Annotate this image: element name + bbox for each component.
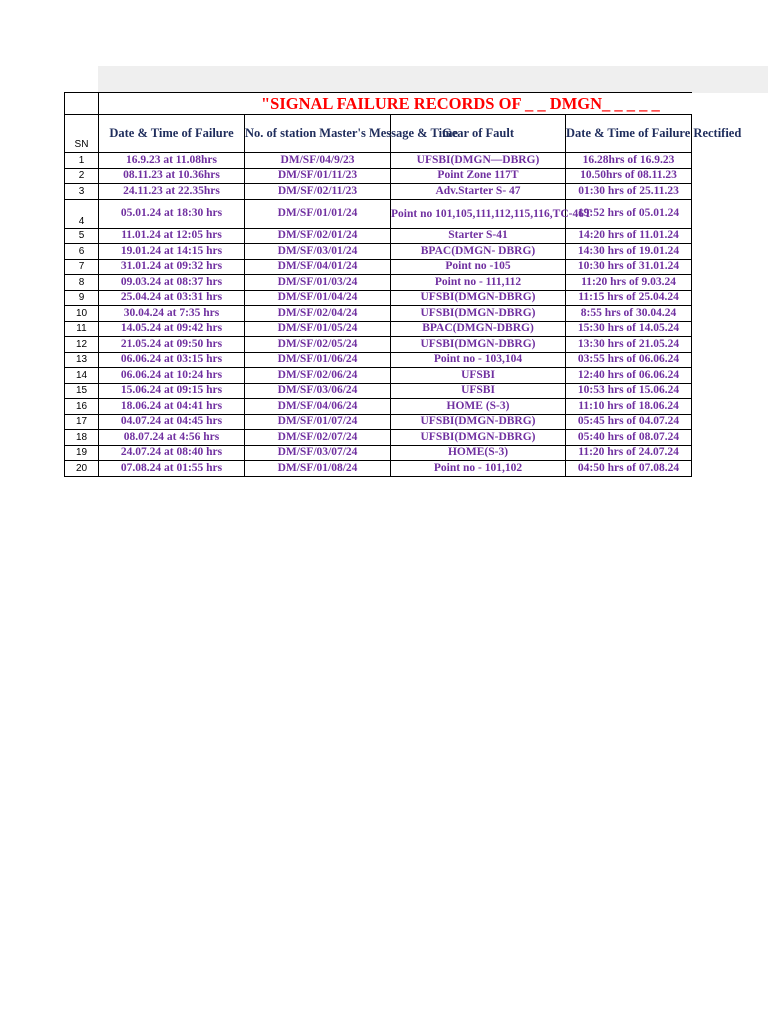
cell-gear: Point no - 103,104 [391,352,566,368]
header-message: No. of station Master's Message & Time [245,115,391,153]
cell-gear: UFSBI [391,368,566,384]
cell-message: DM/SF/02/06/24 [245,368,391,384]
cell-message: DM/SF/04/01/24 [245,259,391,275]
cell-failure-time: 08.07.24 at 4:56 hrs [99,430,245,446]
table-row [65,337,692,353]
cell-message: DM/SF/04/9/23 [245,153,391,169]
cell-failure-time: 06.06.24 at 10:24 hrs [99,368,245,384]
cell-message: DM/SF/02/11/23 [245,184,391,200]
cell-message: DM/SF/01/05/24 [245,321,391,337]
cell-message: DM/SF/01/11/23 [245,168,391,184]
header-band [98,66,768,93]
title-sn-cell [65,93,99,115]
cell-sn: 2 [65,168,99,184]
cell-sn: 17 [65,414,99,430]
cell-gear: Adv.Starter S- 47 [391,184,566,200]
signal-failure-table [64,92,742,477]
cell-sn: 18 [65,430,99,446]
cell-gear: HOME (S-3) [391,399,566,415]
cell-gear: UFSBI(DMGN-DBRG) [391,306,566,322]
cell-message: DM/SF/03/01/24 [245,244,391,260]
cell-failure-time: 31.01.24 at 09:32 hrs [99,259,245,275]
cell-gear: BPAC(DMGN-DBRG) [391,321,566,337]
cell-sn: 13 [65,352,99,368]
cell-gear: Starter S-41 [391,228,566,244]
table-row [65,244,692,260]
cell-rectified: 05:45 hrs of 04.07.24 [566,414,692,430]
cell-sn: 1 [65,153,99,169]
cell-rectified: 10:53 hrs of 15.06.24 [566,383,692,399]
cell-gear: Point no -105 [391,259,566,275]
cell-message: DM/SF/01/06/24 [245,352,391,368]
cell-gear: Point Zone 117T [391,168,566,184]
cell-rectified: 19:52 hrs of 05.01.24 [566,199,692,228]
cell-failure-time: 04.07.24 at 04:45 hrs [99,414,245,430]
table-row [65,430,692,446]
cell-sn: 14 [65,368,99,384]
table-row [65,199,692,228]
cell-rectified: 15:30 hrs of 14.05.24 [566,321,692,337]
cell-rectified: 11:20 hrs of 9.03.24 [566,275,692,291]
cell-sn: 8 [65,275,99,291]
cell-sn: 4 [65,199,99,228]
cell-sn: 3 [65,184,99,200]
header-row [65,115,692,153]
table-row [65,414,692,430]
cell-failure-time: 19.01.24 at 14:15 hrs [99,244,245,260]
cell-rectified: 14:30 hrs of 19.01.24 [566,244,692,260]
table-row [65,290,692,306]
cell-gear: BPAC(DMGN- DBRG) [391,244,566,260]
cell-message: DM/SF/04/06/24 [245,399,391,415]
cell-message: DM/SF/02/01/24 [245,228,391,244]
cell-sn: 19 [65,445,99,461]
cell-rectified: 11:20 hrs of 24.07.24 [566,445,692,461]
cell-message: DM/SF/03/07/24 [245,445,391,461]
cell-gear: UFSBI(DMGN-DBRG) [391,430,566,446]
cell-rectified: 11:15 hrs of 25.04.24 [566,290,692,306]
cell-failure-time: 21.05.24 at 09:50 hrs [99,337,245,353]
cell-message: DM/SF/03/06/24 [245,383,391,399]
cell-rectified: 14:20 hrs of 11.01.24 [566,228,692,244]
cell-gear: UFSBI [391,383,566,399]
cell-rectified: 10:30 hrs of 31.01.24 [566,259,692,275]
cell-sn: 7 [65,259,99,275]
cell-gear: UFSBI(DMGN-DBRG) [391,414,566,430]
table-row [65,383,692,399]
cell-message: DM/SF/02/04/24 [245,306,391,322]
cell-failure-time: 08.11.23 at 10.36hrs [99,168,245,184]
cell-rectified: 03:55 hrs of 06.06.24 [566,352,692,368]
table-row [65,306,692,322]
cell-sn: 6 [65,244,99,260]
cell-failure-time: 16.9.23 at 11.08hrs [99,153,245,169]
cell-failure-time: 15.06.24 at 09:15 hrs [99,383,245,399]
cell-message: DM/SF/01/08/24 [245,461,391,477]
header-gear: Gear of Fault [391,115,566,153]
table-row [65,168,692,184]
table-title: "SIGNAL FAILURE RECORDS OF _ _ DMGN_ _ _ _ _ [99,93,692,115]
cell-failure-time: 24.11.23 at 22.35hrs [99,184,245,200]
cell-failure-time: 06.06.24 at 03:15 hrs [99,352,245,368]
cell-failure-time: 30.04.24 at 7:35 hrs [99,306,245,322]
cell-failure-time: 07.08.24 at 01:55 hrs [99,461,245,477]
header-sn: SN [65,115,99,153]
cell-sn: 11 [65,321,99,337]
cell-rectified: 05:40 hrs of 08.07.24 [566,430,692,446]
cell-failure-time: 25.04.24 at 03:31 hrs [99,290,245,306]
cell-rectified: 11:10 hrs of 18.06.24 [566,399,692,415]
cell-gear: HOME(S-3) [391,445,566,461]
cell-gear: UFSBI(DMGN-DBRG) [391,337,566,353]
header-failure-time: Date & Time of Failure [99,115,245,153]
cell-sn: 10 [65,306,99,322]
cell-failure-time: 14.05.24 at 09:42 hrs [99,321,245,337]
cell-failure-time: 05.01.24 at 18:30 hrs [99,199,245,228]
cell-sn: 9 [65,290,99,306]
table-row [65,259,692,275]
cell-gear: Point no 101,105,111,112,115,116,TC-46T [391,199,566,228]
cell-sn: 20 [65,461,99,477]
cell-rectified: 8:55 hrs of 30.04.24 [566,306,692,322]
cell-failure-time: 24.07.24 at 08:40 hrs [99,445,245,461]
cell-rectified: 13:30 hrs of 21.05.24 [566,337,692,353]
cell-failure-time: 09.03.24 at 08:37 hrs [99,275,245,291]
table-row [65,368,692,384]
cell-message: DM/SF/01/07/24 [245,414,391,430]
cell-rectified: 16.28hrs of 16.9.23 [566,153,692,169]
cell-gear: UFSBI(DMGN-DBRG) [391,290,566,306]
cell-gear: Point no - 111,112 [391,275,566,291]
cell-sn: 16 [65,399,99,415]
cell-rectified: 12:40 hrs of 06.06.24 [566,368,692,384]
cell-gear: Point no - 101,102 [391,461,566,477]
cell-rectified: 04:50 hrs of 07.08.24 [566,461,692,477]
table-row [65,461,692,477]
cell-rectified: 01:30 hrs of 25.11.23 [566,184,692,200]
table-row [65,184,692,200]
table-row [65,352,692,368]
cell-message: DM/SF/01/03/24 [245,275,391,291]
cell-gear: UFSBI(DMGN—DBRG) [391,153,566,169]
title-row [65,93,692,115]
cell-failure-time: 18.06.24 at 04:41 hrs [99,399,245,415]
cell-message: DM/SF/01/04/24 [245,290,391,306]
cell-sn: 15 [65,383,99,399]
header-rectified: Date & Time of Failure Rectified [566,115,692,153]
cell-failure-time: 11.01.24 at 12:05 hrs [99,228,245,244]
table-row [65,275,692,291]
cell-sn: 5 [65,228,99,244]
table-row [65,445,692,461]
cell-message: DM/SF/02/07/24 [245,430,391,446]
cell-sn: 12 [65,337,99,353]
cell-message: DM/SF/01/01/24 [245,199,391,228]
cell-message: DM/SF/02/05/24 [245,337,391,353]
table-row [65,399,692,415]
table-row [65,153,692,169]
cell-rectified: 10.50hrs of 08.11.23 [566,168,692,184]
table-row [65,321,692,337]
table-row [65,228,692,244]
